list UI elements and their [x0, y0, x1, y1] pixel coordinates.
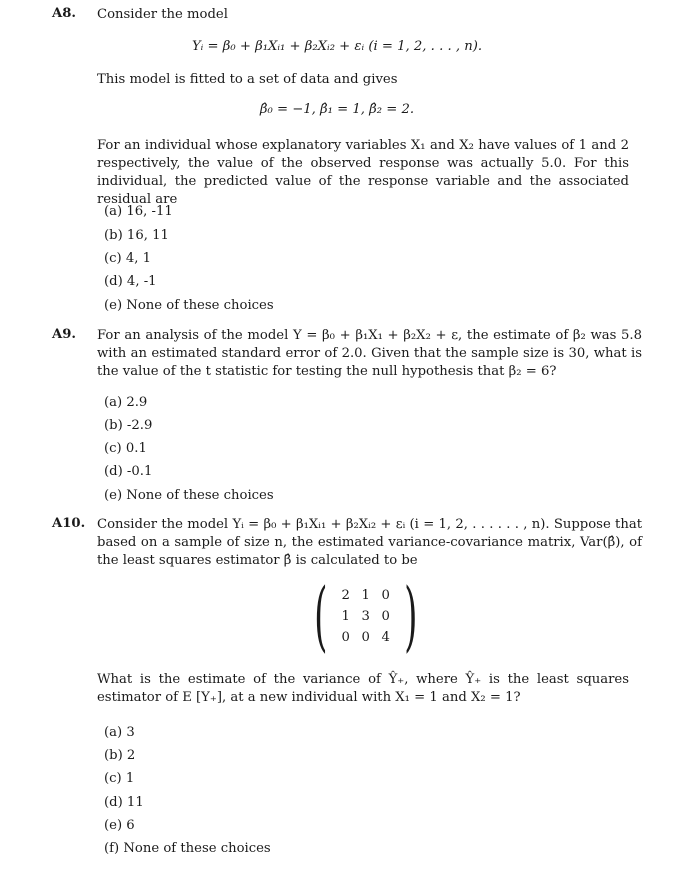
- matrix-cell: 1: [341, 608, 350, 624]
- choice-b: (b) 2: [104, 748, 136, 763]
- matrix-cell: 3: [361, 608, 370, 624]
- choice-d: (d) 4, -1: [104, 274, 157, 289]
- choice-a: (a) 16, -11: [104, 204, 173, 219]
- choice-c: (c) 0.1: [104, 441, 147, 456]
- choice-a: (a) 2.9: [104, 395, 148, 410]
- right-paren: ): [403, 571, 418, 660]
- choice-f: (f) None of these choices: [104, 841, 271, 856]
- question-intro: Consider the model: [97, 7, 228, 22]
- question-text: For an analysis of the model Y = β₀ + β₁X₁ + β₂X₂ + ε, the estimate of β₂ was 5.8 with an estimated standard error of 2.0. Given that the sample size is 30, what is the value of the t statistic for testing the null hypothesis that β₂ = 6?: [97, 328, 642, 379]
- model-equation: Yᵢ = β₀ + β₁Xᵢ₁ + β₂Xᵢ₂ + εᵢ (i = 1, 2, . . . , n).: [191, 39, 483, 54]
- matrix-cell: 0: [381, 608, 390, 624]
- choice-a: (a) 3: [104, 725, 135, 740]
- choice-e: (e) 6: [104, 818, 135, 833]
- choice-c: (c) 1: [104, 771, 135, 786]
- estimates-equation: β̂₀ = −1, β̂₁ = 1, β̂₂ = 2.: [259, 102, 415, 117]
- matrix-grid: [336, 588, 396, 645]
- matrix-cell: 2: [341, 587, 350, 603]
- matrix-cell: 0: [361, 629, 370, 645]
- fit-text: This model is fitted to a set of data and gives: [97, 72, 398, 87]
- question-number: A10.: [52, 516, 86, 531]
- question-number: A8.: [52, 6, 76, 21]
- matrix-cell: 0: [381, 587, 390, 603]
- choice-b: (b) 16, 11: [104, 228, 169, 243]
- question-text: Consider the model Yᵢ = β₀ + β₁Xᵢ₁ + β₂Xᵢ₂ + εᵢ (i = 1, 2, . . . . . . , n). Suppose that based on a sample of size n, the estimated variance-covariance matrix, Var(β̂), of the least squares estimator β̂ is calculated to be: [97, 517, 642, 568]
- question-number: A9.: [52, 327, 76, 342]
- choice-e: (e) None of these choices: [104, 488, 274, 503]
- followup-text: What is the estimate of the variance of Ŷ₊, where Ŷ₊ is the least squares estimator of E [Y₊], at a new individual with X₁ = 1 and X₂ = 1?: [97, 672, 629, 705]
- choice-e: (e) None of these choices: [104, 298, 274, 313]
- matrix-cell: 1: [361, 587, 370, 603]
- choice-c: (c) 4, 1: [104, 251, 152, 266]
- matrix-cell: 4: [381, 629, 390, 645]
- matrix-cell: 0: [341, 629, 350, 645]
- choice-d: (d) -0.1: [104, 464, 153, 479]
- choice-b: (b) -2.9: [104, 418, 153, 433]
- choice-d: (d) 11: [104, 795, 144, 810]
- left-paren: (: [314, 571, 328, 660]
- question-text: For an individual whose explanatory variables X₁ and X₂ have values of 1 and 2 respectively, the value of the observed response was actually 5.0. For this individual, the predicted value of the response variable and the associated residual are: [97, 138, 629, 207]
- variance-matrix: [306, 571, 425, 660]
